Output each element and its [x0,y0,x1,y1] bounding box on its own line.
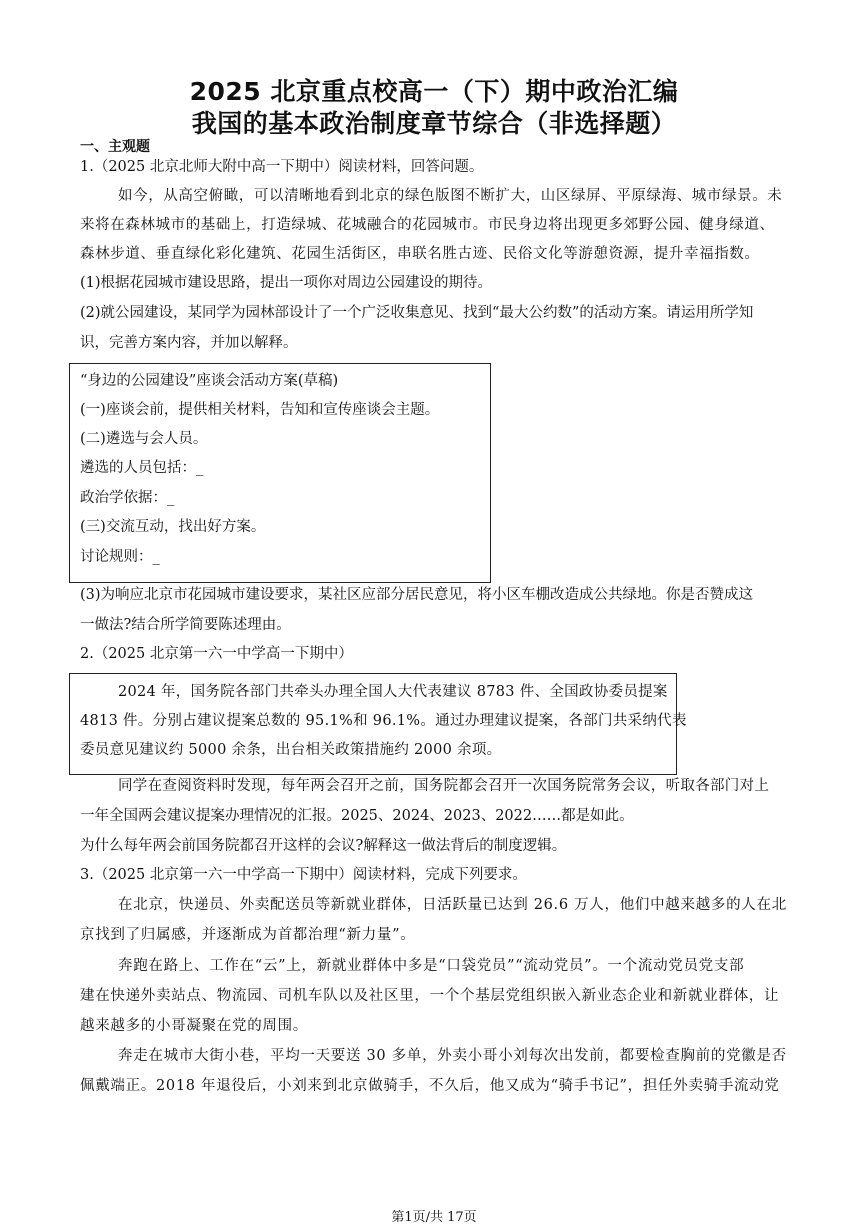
q2-material-line: 4813 件。分别占建议提案总数的 95.1%和 96.1%。通过办理建议提案，各部门共采纳代表 [80,713,687,729]
q3-paragraph-line: 在北京，快递员、外卖配送员等新就业群体，日活跃量已达到 26.6 万人，他们中越来越多的人在北 [118,897,787,913]
q2-heading: 2.（2025 北京第一六一中学高一下期中） [80,646,353,662]
page-number: 第1页/共 17页 [391,1210,477,1225]
plan-step-2: (二)遴选与会人员。 [80,431,208,447]
q3-paragraph-line: 京找到了归属感，并逐渐成为首都治理“新力量”。 [80,927,416,943]
q1-subquestion-2: (2)就公园建设，某同学为园林部设计了一个广泛收集意见、找到“最大公约数”的活动方案。请运用所学知 [80,305,754,321]
q3-paragraph-line: 建在快递外卖站点、物流园、司机车队以及社区里，一个个基层党组织嵌入新业态企业和新就业群体，让 [80,988,780,1004]
q2-material-line: 2024 年，国务院各部门共牵头办理全国人大代表建议 8783 件、全国政协委员提案 [118,684,668,700]
q3-paragraph-line: 越来越多的小哥凝聚在党的周围。 [80,1018,308,1034]
plan-blank-rules: 讨论规则：_ [80,549,160,565]
document-title: 2025 北京重点校高一（下）期中政治汇编 [189,77,679,106]
q1-subquestion-2-cont: 识，完善方案内容，并加以解释。 [80,335,298,351]
plan-step-1: (一)座谈会前，提供相关材料，告知和宣传座谈会主题。 [80,402,440,418]
q2-question: 为什么每年两会前国务院都召开这样的会议?解释这一做法背后的制度逻辑。 [80,838,567,854]
q1-subquestion-3: (3)为响应北京市花园城市建设要求，某社区应部分居民意见，将小区车棚改造成公共绿地。你是否赞成这 [80,587,754,603]
q1-paragraph-line: 森林步道、垂直绿化彩化建筑、花园生活街区，串联名胜古迹、民俗文化等游憩资源，提升幸福指数。 [80,246,760,262]
q1-subquestion-3-cont: 一做法?结合所学简要陈述理由。 [80,617,291,633]
q1-heading: 1.（2025 北京北师大附中高一下期中）阅读材料，回答问题。 [80,159,484,175]
document-subtitle: 我国的基本政治制度章节综合（非选择题） [191,109,677,138]
q3-paragraph-line: 佩戴端正。2018 年退役后，小刘来到北京做骑手，不久后，他又成为“骑手书记”，担任外卖骑手流动党 [80,1078,780,1094]
plan-blank-basis: 政治学依据：_ [80,490,175,506]
q3-paragraph-line: 奔跑在路上、工作在“云”上，新就业群体中多是“口袋党员”“流动党员”。一个流动党员党支部 [118,958,745,974]
q2-paragraph-line: 同学在查阅资料时发现，每年两会召开之前，国务院都会召开一次国务院常务会议，听取各部门对上 [118,778,770,794]
plan-blank-members: 遴选的人员包括：_ [80,460,204,476]
q1-paragraph-line: 如今，从高空俯瞰，可以清晰地看到北京的绿色版图不断扩大，山区绿屏、平原绿海、城市绿景。未 [118,188,783,204]
section-heading: 一、主观题 [80,139,150,155]
plan-step-3: (三)交流互动，找出好方案。 [80,519,266,535]
q1-subquestion-1: (1)根据花园城市建设思路，提出一项你对周边公园建设的期待。 [80,275,493,291]
q1-paragraph-line: 来将在森林城市的基础上，打造绿城、花城融合的花园城市。市民身边将出现更多郊野公园、健身绿道、 [80,217,775,233]
q3-heading: 3.（2025 北京第一六一中学高一下期中）阅读材料，完成下列要求。 [80,867,527,883]
plan-title: “身边的公园建设”座谈会活动方案(草稿) [80,373,339,389]
q3-paragraph-line: 奔走在城市大街小巷，平均一天要送 30 多单，外卖小哥小刘每次出发前，都要检查胸前的党徽是否 [118,1048,787,1064]
q2-material-line: 委员意见建议约 5000 余条，出台相关政策措施约 2000 余项。 [80,742,502,758]
q2-paragraph-line: 一年全国两会建议提案办理情况的汇报。2025、2024、2023、2022……都是如此。 [80,808,634,824]
